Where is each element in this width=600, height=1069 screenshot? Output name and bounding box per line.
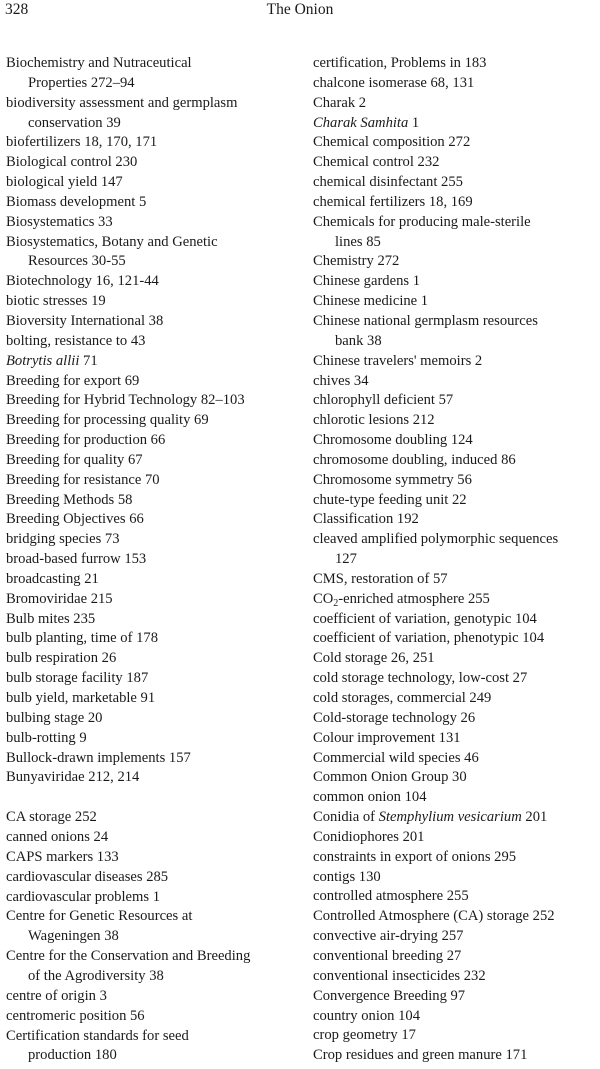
entry-text: Chromosome symmetry 56 (313, 471, 472, 488)
entry-text: bulb storage facility 187 (6, 670, 149, 687)
entry-text: Biological control 230 (6, 154, 138, 171)
index-entry (6, 1027, 298, 1067)
entry-page-refs: 1 (408, 114, 420, 131)
index-entry (6, 530, 298, 550)
entry-text: Bullock-drawn implements 157 (6, 749, 191, 766)
entry-text: chlorophyll deficient 57 (313, 392, 454, 409)
index-entry (6, 947, 298, 987)
entry-text: bulb yield, marketable 91 (6, 690, 156, 706)
index-entry (313, 312, 599, 352)
index-entry (6, 510, 298, 530)
page-number: 328 (5, 1, 29, 18)
entry-text: Breeding Objectives 66 (6, 511, 144, 528)
index-entry (313, 1007, 599, 1027)
entry-continuation: of the Agrodiversity 38 (28, 967, 164, 984)
index-entry (6, 1007, 298, 1027)
entry-text: Breeding for export 69 (6, 372, 140, 389)
entry-text: Breeding for production 66 (6, 432, 166, 449)
entry-page-refs: 71 (79, 352, 98, 369)
entry-text: conventional insecticides 232 (313, 967, 486, 984)
entry-continuation: Wageningen 38 (28, 928, 119, 945)
entry-text: cardiovascular diseases 285 (6, 868, 169, 885)
entry-text: conventional breeding 27 (313, 947, 462, 964)
entry-text: broadcasting 21 (6, 570, 99, 587)
entry-text: broad-based furrow 153 (6, 551, 147, 568)
entry-text: Breeding Methods 58 (6, 491, 133, 508)
index-entry (313, 133, 599, 153)
entry-text: Biomass development 5 (6, 193, 147, 210)
entry-text: Controlled Atmosphere (CA) storage 252 (313, 908, 555, 925)
entry-text: biofertilizers 18, 170, 171 (6, 134, 158, 151)
index-entry (6, 888, 298, 908)
index-entry (313, 729, 599, 749)
index-entry (6, 868, 298, 888)
entry-text: Classification 192 (313, 511, 419, 528)
entry-text: country onion 104 (313, 1007, 421, 1024)
entry-text: coefficient of variation, genotypic 104 (313, 610, 537, 627)
index-entry (313, 629, 599, 649)
index-entry (313, 1046, 599, 1066)
italic-term: Botrytis allii (6, 352, 80, 369)
index-entry (313, 173, 599, 193)
index-entry (6, 153, 298, 173)
index-entry (313, 808, 599, 828)
index-entry (313, 252, 599, 272)
index-entry (313, 848, 599, 868)
index-entry (313, 987, 599, 1007)
entry-continuation: Properties 272–94 (28, 74, 135, 91)
entry-text: bulb-rotting 9 (6, 729, 87, 746)
entry-text: Conidiophores 201 (313, 828, 425, 845)
index-entry (313, 491, 599, 511)
entry-text: constraints in export of onions 295 (313, 848, 517, 865)
entry-text: Bioversity International 38 (6, 312, 164, 329)
entry-text: Centre for Genetic Resources at (6, 908, 193, 925)
index-entry (313, 768, 599, 788)
index-entry (313, 94, 599, 114)
index-entry (313, 610, 599, 630)
entry-text: chives 34 (313, 372, 369, 389)
entry-text: Chemical control 232 (313, 154, 440, 171)
entry-text: Charak 2 (313, 94, 367, 111)
index-entry (313, 74, 599, 94)
index-entry (313, 649, 599, 669)
index-entry (6, 749, 298, 769)
index-entry (313, 788, 599, 808)
index-entry (313, 213, 599, 253)
index-entry (6, 689, 298, 709)
entry-text: cold storages, commercial 249 (313, 690, 492, 706)
index-entry (6, 431, 298, 451)
index-entry (6, 570, 298, 590)
index-entry (313, 510, 599, 530)
entry-text: Breeding for processing quality 69 (6, 412, 209, 429)
entry-text: chromosome doubling, induced 86 (313, 451, 516, 468)
subscript: 2 (333, 597, 339, 609)
index-entry (313, 689, 599, 709)
entry-text: biodiversity assessment and germplasm (6, 94, 238, 111)
index-entry (313, 590, 599, 610)
entry-text: Biosystematics, Botany and Genetic (6, 233, 218, 250)
index-entry (6, 610, 298, 630)
entry-text: Breeding for Hybrid Technology 82–103 (6, 392, 245, 409)
entry-text: cardiovascular problems 1 (6, 888, 160, 905)
index-entry (313, 431, 599, 451)
entry-text: Biosystematics 33 (6, 213, 113, 230)
index-entry (6, 848, 298, 868)
index-entry (313, 669, 599, 689)
index-entry (6, 173, 298, 193)
index-entry (6, 987, 298, 1007)
index-entry (313, 828, 599, 848)
entry-text: cold storage technology, low-cost 27 (313, 670, 528, 687)
index-entry (313, 411, 599, 431)
index-entry (313, 927, 599, 947)
index-entry (6, 133, 298, 153)
entry-text: coefficient of variation, phenotypic 104 (313, 630, 545, 647)
entry-continuation: Resources 30-55 (28, 253, 126, 270)
entry-text: Biochemistry and Nutraceutical (6, 55, 192, 71)
entry-page-refs: 201 (521, 809, 548, 826)
entry-text: chemical disinfectant 255 (313, 174, 463, 191)
entry-continuation: conservation 39 (28, 114, 121, 131)
entry-text: Bulb mites 235 (6, 610, 96, 627)
index-entry (313, 709, 599, 729)
running-title: The Onion (266, 1, 334, 18)
index-entry (313, 947, 599, 967)
entry-text: Common Onion Group 30 (313, 769, 467, 786)
index-column-right (313, 54, 599, 1066)
entry-text: chemical fertilizers 18, 169 (313, 193, 473, 210)
entry-text: Chemicals for producing male-sterile (313, 213, 531, 230)
entry-text: cleaved amplified polymorphic sequences (313, 531, 559, 548)
entry-continuation: lines 85 (335, 233, 381, 250)
index-entry (313, 907, 599, 927)
index-entry (313, 967, 599, 987)
entry-text: Chinese travelers' memoirs 2 (313, 352, 483, 369)
index-entry (6, 352, 298, 372)
index-entry (6, 451, 298, 471)
index-entry (313, 193, 599, 213)
index-entry (6, 768, 298, 788)
entry-continuation: bank 38 (335, 332, 382, 349)
entry-text: certification, Problems in 183 (313, 55, 487, 71)
entry-text: bridging species 73 (6, 531, 120, 548)
entry-text: Biotechnology 16, 121-44 (6, 273, 159, 290)
index-entry (313, 391, 599, 411)
index-column-left (6, 54, 298, 1066)
index-entry (313, 749, 599, 769)
index-entry (313, 352, 599, 372)
entry-text: Convergence Breeding 97 (313, 987, 466, 1004)
entry-text: Chemical composition 272 (313, 134, 471, 151)
index-entry (313, 114, 599, 134)
entry-text: centromeric position 56 (6, 1007, 145, 1024)
index-entry (6, 54, 298, 94)
entry-text: Chemistry 272 (313, 253, 400, 270)
index-entry (6, 193, 298, 213)
entry-text: bulb respiration 26 (6, 650, 117, 667)
entry-text: CO (313, 590, 334, 607)
index-entry (6, 808, 298, 828)
entry-text: contigs 130 (313, 868, 381, 885)
entry-text: common onion 104 (313, 789, 427, 806)
index-entry (313, 570, 599, 590)
entry-text: Conidia of (313, 809, 379, 826)
entry-text: biotic stresses 19 (6, 293, 106, 310)
entry-text: canned onions 24 (6, 829, 109, 846)
entry-text: Cold storage 26, 251 (313, 650, 435, 667)
italic-term: Stemphylium vesicarium (378, 809, 522, 826)
entry-text: crop geometry 17 (313, 1027, 416, 1044)
entry-text: centre of origin 3 (6, 987, 107, 1004)
index-entry (6, 471, 298, 491)
entry-text: convective air-drying 257 (313, 928, 464, 945)
entry-text: Centre for the Conservation and Breeding (6, 948, 251, 965)
entry-continuation: 127 (335, 551, 357, 568)
entry-text: Commercial wild species 46 (313, 749, 479, 766)
entry-text: Chinese gardens 1 (313, 273, 420, 290)
index-entry (6, 233, 298, 273)
entry-text: Cold-storage technology 26 (313, 709, 476, 726)
index-entry (313, 471, 599, 491)
index-entry (6, 411, 298, 431)
entry-text: Crop residues and green manure 171 (313, 1047, 528, 1064)
entry-text: Bromoviridae 215 (6, 590, 113, 607)
index-entry (6, 292, 298, 312)
index-entry (313, 887, 599, 907)
index-entry (6, 629, 298, 649)
index-entry (6, 729, 298, 749)
entry-text: chlorotic lesions 212 (313, 412, 435, 429)
entry-text: -enriched atmosphere 255 (338, 590, 490, 607)
entry-text: Chinese national germplasm resources (313, 312, 538, 329)
index-entry (313, 451, 599, 471)
entry-text: biological yield 147 (6, 174, 123, 191)
entry-text: Chinese medicine 1 (313, 293, 429, 310)
index-entry (6, 550, 298, 570)
entry-text: Colour improvement 131 (313, 729, 461, 746)
index-entry (6, 312, 298, 332)
entry-text: CA storage 252 (6, 809, 97, 826)
index-entry (313, 372, 599, 392)
entry-text: controlled atmosphere 255 (313, 888, 469, 905)
index-entry (6, 372, 298, 392)
index-entry (313, 292, 599, 312)
entry-text: CMS, restoration of 57 (313, 570, 448, 587)
index-entry (6, 669, 298, 689)
index-entry (6, 213, 298, 233)
index-entry (6, 649, 298, 669)
entry-continuation: production 180 (28, 1047, 117, 1064)
index-entry (313, 1026, 599, 1046)
index-entry (6, 391, 298, 411)
index-entry (6, 491, 298, 511)
index-entry (313, 868, 599, 888)
entry-text: Chromosome doubling 124 (313, 432, 473, 449)
entry-text: Bunyaviridae 212, 214 (6, 769, 140, 786)
entry-text: chalcone isomerase 68, 131 (313, 74, 475, 91)
index-entry (6, 590, 298, 610)
index-entry (6, 332, 298, 352)
index-entry (6, 907, 298, 947)
index-entry (6, 94, 298, 134)
index-entry (6, 272, 298, 292)
index-entry (313, 54, 599, 74)
index-entry (6, 828, 298, 848)
index-entry (6, 709, 298, 729)
entry-text: bulbing stage 20 (6, 709, 103, 726)
index-entry (313, 530, 599, 570)
entry-text: Certification standards for seed (6, 1027, 189, 1044)
index-entry (313, 153, 599, 173)
entry-text: bulb planting, time of 178 (6, 630, 159, 647)
entry-text: bolting, resistance to 43 (6, 332, 146, 349)
entry-text: Breeding for quality 67 (6, 451, 143, 468)
entry-text: chute-type feeding unit 22 (313, 491, 467, 508)
entry-text: CAPS markers 133 (6, 848, 119, 865)
index-entry (313, 272, 599, 292)
italic-term: Charak Samhita (313, 114, 409, 131)
entry-text: Breeding for resistance 70 (6, 471, 160, 488)
